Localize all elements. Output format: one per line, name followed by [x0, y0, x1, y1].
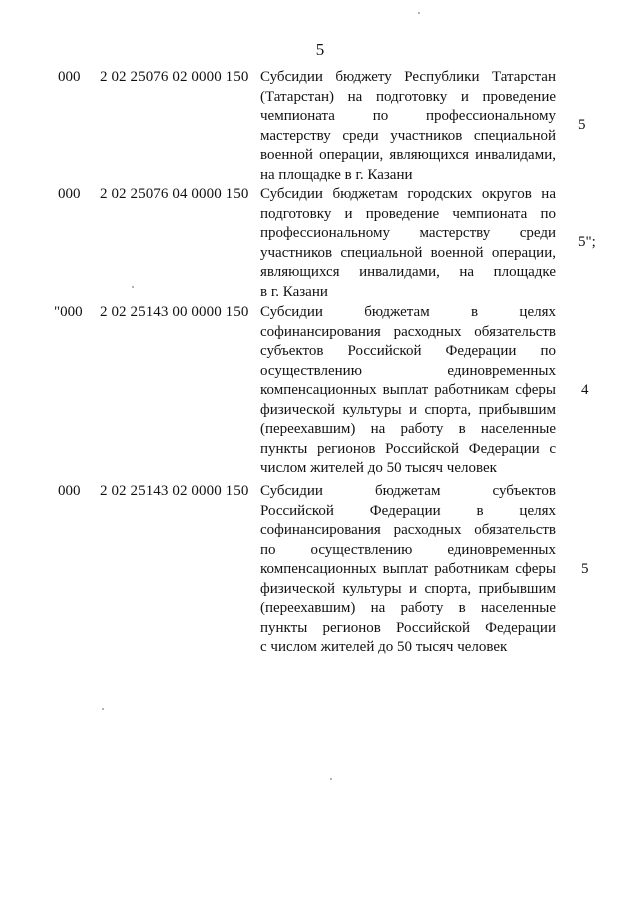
budget-classification-code: 2 02 25143 00 0000 150 — [100, 304, 249, 320]
budget-classification-code: 2 02 25076 02 0000 150 — [100, 69, 249, 85]
income-name-line: компенсационных выплат работникам сферы — [260, 561, 556, 577]
income-name-line: с числом жителей до 50 тысяч человек — [260, 639, 508, 655]
income-name — [260, 482, 556, 658]
budget-classification-code: 2 02 25076 04 0000 150 — [100, 186, 249, 202]
income-name-line: числом жителей до 50 тысяч человек — [260, 460, 497, 476]
income-name-line: софинансирования расходных обязательств — [260, 323, 556, 340]
income-name-line: чемпионата по профессиональному — [260, 108, 556, 124]
income-name-line: (переехавшим) на работу в населенные — [260, 421, 556, 437]
income-name-line: мастерству среди участников специальной — [260, 127, 556, 144]
income-name-line: профессиональному мастерству среди — [260, 225, 556, 241]
scan-speck — [418, 12, 420, 14]
admin-code: "000 — [54, 304, 83, 320]
income-name-line: осуществлению единовременных — [260, 362, 556, 379]
income-name-line: Субсидии бюджетам в целях — [260, 304, 556, 320]
income-name-line: на площадке в г. Казани — [260, 166, 413, 183]
income-name-line: пункты регионов Российской Федерации — [260, 619, 556, 636]
normative-value: 5"; — [578, 234, 596, 250]
income-name-line: (Татарстан) на подготовку и проведение — [260, 88, 556, 105]
income-name-line: Субсидии бюджетам субъектов — [260, 483, 556, 499]
scan-speck — [330, 778, 332, 780]
income-name — [260, 185, 556, 302]
scan-speck — [102, 708, 104, 710]
admin-code: 000 — [58, 69, 81, 85]
page-number: 5 — [315, 40, 325, 59]
income-name-line: физической культуры и спорта, прибывшим — [260, 401, 556, 418]
income-name-line: являющихся инвалидами, на площадке — [260, 264, 556, 280]
normative-value: 5 — [581, 561, 589, 577]
income-name-line: подготовку и проведение чемпионата по — [260, 205, 556, 222]
income-name-line: физической культуры и спорта, прибывшим — [260, 580, 556, 597]
income-name-line: Субсидии бюджетам городских округов на — [260, 186, 556, 202]
income-name-line: (переехавшим) на работу в населенные — [260, 600, 556, 616]
income-name-line: пункты регионов Российской Федерации с — [260, 440, 556, 457]
income-name-line: компенсационных выплат работникам сферы — [260, 382, 556, 398]
income-name — [260, 68, 556, 185]
income-name-line: Субсидии бюджету Республики Татарстан — [260, 69, 556, 85]
scan-speck — [132, 286, 134, 288]
budget-classification-code: 2 02 25143 02 0000 150 — [100, 483, 249, 499]
admin-code: 000 — [58, 483, 81, 499]
income-name-line: субъектов Российской Федерации по — [260, 343, 556, 359]
income-name-line: участников специальной военной операции, — [260, 244, 556, 261]
normative-value: 4 — [581, 382, 589, 398]
income-name-line: софинансирования расходных обязательств — [260, 522, 556, 538]
income-name-line: Российской Федерации в целях — [260, 502, 556, 519]
income-name-line: в г. Казани — [260, 283, 328, 300]
admin-code: 000 — [58, 186, 81, 202]
normative-value: 5 — [578, 117, 586, 133]
income-name-line: по осуществлению единовременных — [260, 541, 556, 558]
income-name — [260, 303, 556, 479]
income-name-line: военной операции, являющихся инвалидами, — [260, 147, 556, 163]
